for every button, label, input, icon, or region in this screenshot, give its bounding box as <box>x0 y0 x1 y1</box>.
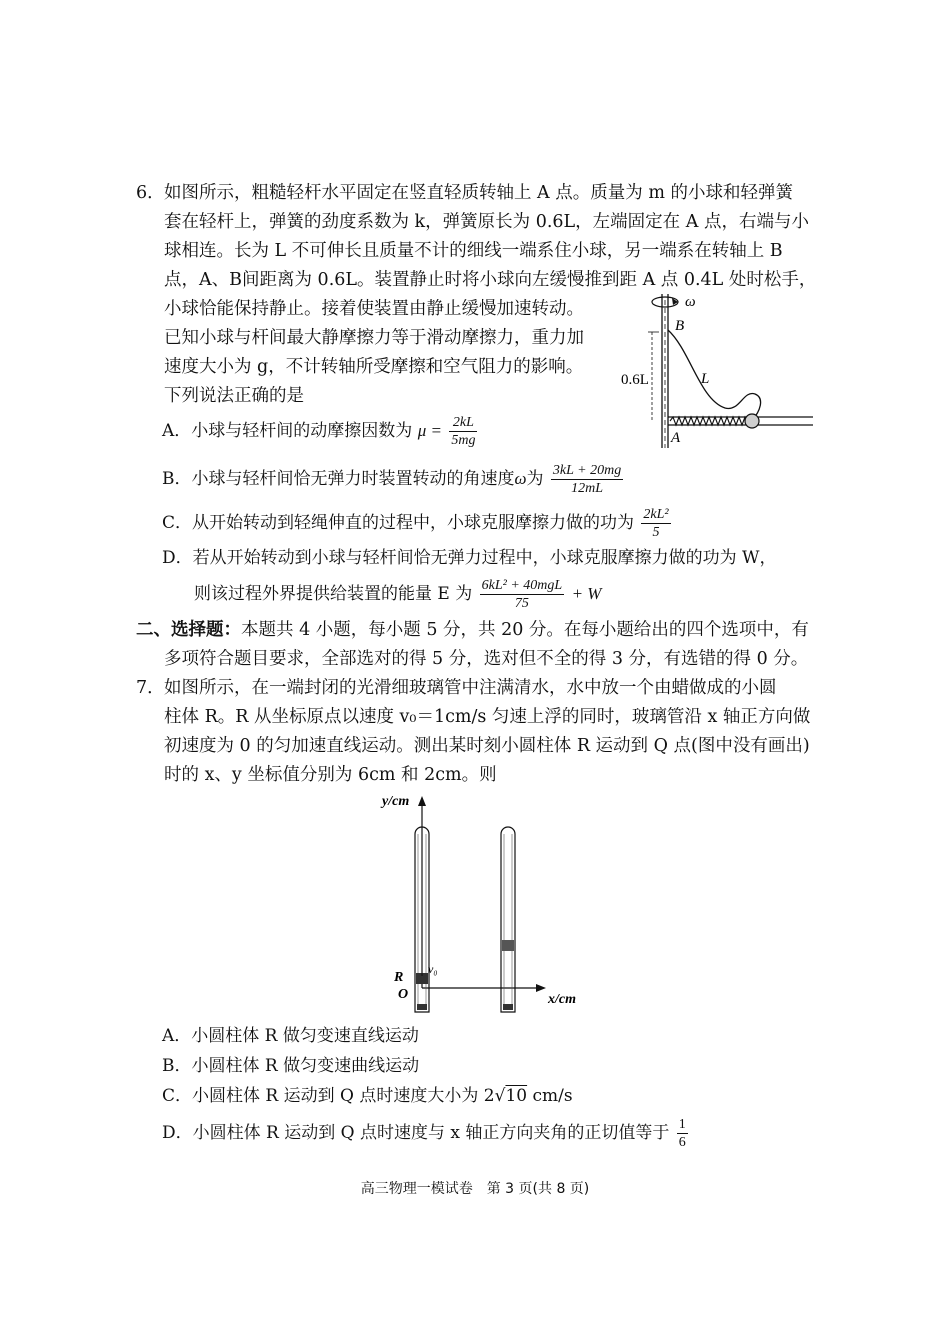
q7-option-b-label: B． <box>162 1056 192 1076</box>
page-footer: 高三物理一模试卷 第 3 页(共 8 页) <box>360 1181 590 1197</box>
fig7-label-r: R <box>394 970 404 985</box>
q7-option-c-root: 10 <box>505 1086 528 1106</box>
q6-line-3: 球相连。长为 L 不可伸长且质量不计的细线一端系住小球，另一端系在转轴上 B <box>164 241 783 261</box>
fig6-label-a: A <box>671 430 681 446</box>
q7-option-c-unit: cm/s <box>532 1086 573 1106</box>
q7-line-1: 如图所示，在一端封闭的光滑细玻璃管中注满清水，水中放一个由蜡做成的小圆 <box>164 678 777 698</box>
fig7-ylabel: y/cm <box>382 794 410 809</box>
q6-option-a-label: A． <box>162 421 192 441</box>
q6-option-b-frac: $\frac{3kL + 20mg}{12mL}$ <box>552 463 622 496</box>
q6-line-2: 套在轻杆上，弹簧的劲度系数为 k，弹簧原长为 0.6L，左端固定在 A 点，右端与小 <box>164 212 809 232</box>
q7-option-d-label: D． <box>162 1123 193 1143</box>
q6-option-d-line2: 则该过程外界提供给装置的能量 E 为 <box>194 584 473 604</box>
q6-option-d-tail: + W <box>571 584 602 603</box>
q6-option-b-label: B． <box>162 469 192 489</box>
q6-option-d-line1: 若从开始转动到小球与轻杆间恰无弹力过程中，小球克服摩擦力做的功为 W， <box>192 548 777 568</box>
q6-option-b-omega: ω <box>514 469 527 488</box>
fig6-string <box>668 330 761 420</box>
q6-option-d-frac: $\frac{\text{6kL² + 40mgL}}{75}$ <box>481 578 563 611</box>
fig6-label-l: L <box>701 371 710 387</box>
q6-option-a-expr: μ = <box>417 421 442 440</box>
fig7-label-o: O <box>398 987 409 1002</box>
q6-figure <box>615 290 815 450</box>
section2-line-1 <box>136 618 809 642</box>
q6-option-b-mid: 为 <box>526 469 544 489</box>
q6-option-c-label: C． <box>162 513 193 533</box>
q7-option-c: C．小圆柱体 R 运动到 Q 点时速度大小为 2√10 cm/s <box>162 1086 573 1106</box>
section2-title: 二、选择题： <box>136 620 241 640</box>
q6-number: 6． <box>136 183 165 203</box>
q7-option-c-text: 小圆柱体 R 运动到 Q 点时速度大小为 <box>192 1086 479 1106</box>
section2-text-1: 本题共 4 小题，每小题 5 分，共 20 分。在每小题给出的四个选项中，有 <box>241 620 809 640</box>
q7-figure <box>380 790 590 1020</box>
fig6-dist: 0.6L <box>621 372 649 388</box>
fig7-xlabel: x/cm <box>548 992 576 1007</box>
q6-option-c-text: 从开始转动到轻绳伸直的过程中，小球克服摩擦力做的功为 <box>192 513 635 533</box>
q6-option-a-frac: $\frac{2kL}{5mg}$ <box>451 415 476 448</box>
q6-line-7: 速度大小为 g，不计转轴所受摩擦和空气阻力的影响。 <box>164 357 584 377</box>
q6-line-5: 小球恰能保持静止。接着使装置由静止缓慢加速转动。 <box>164 299 584 319</box>
fig6-ball <box>745 414 759 428</box>
q6-option-d-cont <box>194 577 601 612</box>
q6-option-c <box>162 506 673 541</box>
q6-option-d <box>162 546 777 570</box>
q7-line-4: 时的 x、y 坐标值分别为 6cm 和 2cm。则 <box>164 765 497 785</box>
q6-line-6: 已知小球与杆间最大静摩擦力等于滑动摩擦力，重力加 <box>164 328 584 348</box>
q6-option-a <box>162 414 479 449</box>
q6-option-c-frac: $\frac{\text{2kL²}}{5}$ <box>643 507 669 540</box>
q7-option-b <box>162 1054 419 1078</box>
q7-option-a-label: A． <box>162 1026 192 1046</box>
q7-option-c-coef: 2 <box>483 1086 495 1106</box>
fig6-spring <box>670 417 752 425</box>
fig7-label-v0: v₀ <box>428 962 438 976</box>
q6-option-b-text: 小球与轻杆间恰无弹力时装置转动的角速度 <box>191 469 515 489</box>
q7-option-a-text: 小圆柱体 R 做匀变速直线运动 <box>191 1026 419 1046</box>
q6-option-b <box>162 462 625 497</box>
q7-line-3: 初速度为 0 的匀加速直线运动。测出某时刻小圆柱体 R 运动到 Q 点(图中没有画出) <box>164 736 810 756</box>
q7-option-b-text: 小圆柱体 R 做匀变速曲线运动 <box>191 1056 420 1076</box>
q7-line-2: 柱体 R。R 从坐标原点以速度 v₀＝1cm/s 匀速上浮的同时，玻璃管沿 x 轴正方向做 <box>164 707 811 727</box>
q6-line-8: 下列说法正确的是 <box>164 386 304 406</box>
fig7-cylinder-right <box>502 940 514 951</box>
q6-line-1: 如图所示，粗糙轻杆水平固定在竖直轻质转轴上 A 点。质量为 m 的小球和轻弹簧 <box>164 183 793 203</box>
q6-line-4: 点，A、B间距离为 0.6L。装置静止时将小球向左缓慢推到距 A 点 0.4L 处时松手， <box>164 270 817 290</box>
q7-option-d <box>162 1116 690 1151</box>
q7-option-c-label: C． <box>162 1086 193 1106</box>
fig6-omega: ω <box>685 294 696 310</box>
q7-option-d-frac: $\frac{1}{6}$ <box>678 1117 686 1150</box>
q7-option-d-text: 小圆柱体 R 运动到 Q 点时速度与 x 轴正方向夹角的正切值等于 <box>192 1123 670 1143</box>
section2-line-2: 多项符合题目要求，全部选对的得 5 分，选对但不全的得 3 分，有选错的得 0 分。 <box>164 649 809 669</box>
fig6-label-b: B <box>675 318 685 334</box>
q6-option-a-text: 小球与轻杆间的动摩擦因数为 <box>191 421 413 441</box>
q7-number: 7． <box>136 678 165 698</box>
q7-option-a <box>162 1024 419 1048</box>
fig7-tube-right <box>501 827 515 1012</box>
q6-option-d-label: D． <box>162 548 193 568</box>
